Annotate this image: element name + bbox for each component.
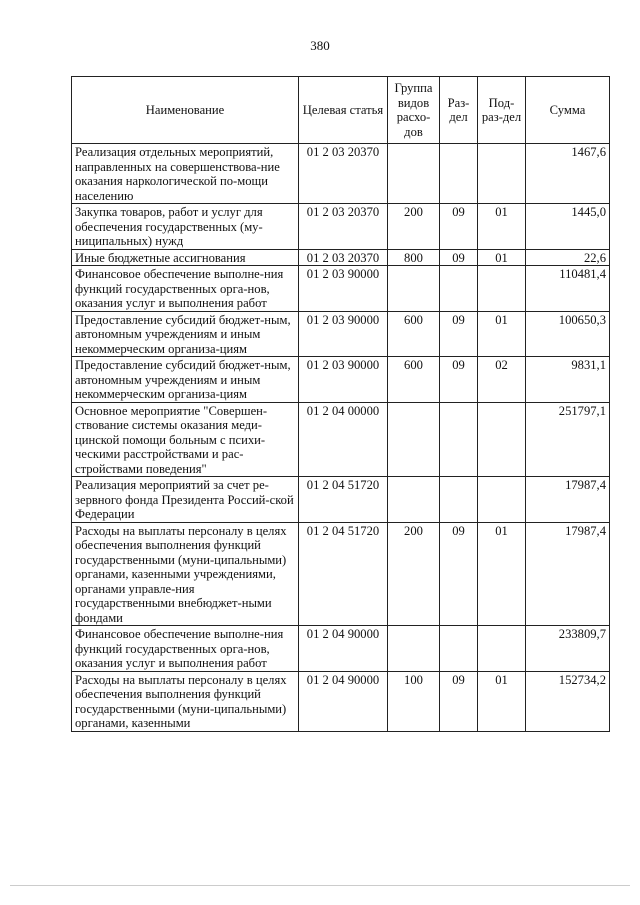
row-code: 01 2 03 20370 bbox=[299, 249, 388, 266]
row-sum: 9831,1 bbox=[526, 357, 610, 403]
row-name: Финансовое обеспечение выполне-ния функций государственных орга-нов, оказания услуг и выполнения работ bbox=[72, 626, 299, 672]
row-name: Расходы на выплаты персоналу в целях обеспечения выполнения функций государственными (муни-ципальными) органами, казенными bbox=[72, 671, 299, 731]
row-sum: 22,6 bbox=[526, 249, 610, 266]
row-section bbox=[440, 402, 478, 477]
row-section bbox=[440, 626, 478, 672]
row-sum: 233809,7 bbox=[526, 626, 610, 672]
row-group bbox=[388, 626, 440, 672]
row-name: Основное мероприятие "Совершен-ствование системы оказания меди-цинской помощи больным с психи-ческими расстройствами и рас-стройствами поведения" bbox=[72, 402, 299, 477]
row-code: 01 2 03 90000 bbox=[299, 357, 388, 403]
row-group bbox=[388, 477, 440, 523]
table-row bbox=[72, 671, 610, 731]
page-bottom-divider bbox=[10, 885, 630, 886]
row-sum: 1445,0 bbox=[526, 204, 610, 250]
header-name: Наименование bbox=[72, 77, 299, 144]
row-section bbox=[440, 266, 478, 312]
row-code: 01 2 03 20370 bbox=[299, 144, 388, 204]
row-subsection: 01 bbox=[478, 671, 526, 731]
row-sum: 110481,4 bbox=[526, 266, 610, 312]
row-section bbox=[440, 144, 478, 204]
row-group: 800 bbox=[388, 249, 440, 266]
row-subsection: 01 bbox=[478, 249, 526, 266]
row-subsection: 01 bbox=[478, 311, 526, 357]
row-name: Реализация мероприятий за счет ре-зервного фонда Президента Россий-ской Федерации bbox=[72, 477, 299, 523]
row-code: 01 2 04 51720 bbox=[299, 522, 388, 626]
row-code: 01 2 03 90000 bbox=[299, 266, 388, 312]
table-row bbox=[72, 626, 610, 672]
row-subsection bbox=[478, 402, 526, 477]
row-name: Расходы на выплаты персоналу в целях обеспечения выполнения функций государственными (муни-ципальными) органами, казенными учреждениями, органами управле-ния государственными внебюджет-ными фондами bbox=[72, 522, 299, 626]
row-section bbox=[440, 477, 478, 523]
row-section: 09 bbox=[440, 357, 478, 403]
table-row bbox=[72, 311, 610, 357]
row-subsection: 02 bbox=[478, 357, 526, 403]
row-code: 01 2 04 90000 bbox=[299, 626, 388, 672]
table-row bbox=[72, 144, 610, 204]
header-sum: Сумма bbox=[526, 77, 610, 144]
table-header-row bbox=[72, 77, 610, 144]
page-number: 380 bbox=[310, 38, 330, 53]
table-row bbox=[72, 402, 610, 477]
row-sum: 1467,6 bbox=[526, 144, 610, 204]
row-subsection bbox=[478, 626, 526, 672]
row-sum: 251797,1 bbox=[526, 402, 610, 477]
row-subsection bbox=[478, 477, 526, 523]
row-group: 600 bbox=[388, 311, 440, 357]
row-section: 09 bbox=[440, 522, 478, 626]
header-section: Раз-дел bbox=[440, 77, 478, 144]
row-subsection: 01 bbox=[478, 204, 526, 250]
row-name: Иные бюджетные ассигнования bbox=[72, 249, 299, 266]
table-row bbox=[72, 477, 610, 523]
row-code: 01 2 04 00000 bbox=[299, 402, 388, 477]
header-subsection: Под-раз-дел bbox=[478, 77, 526, 144]
row-sum: 17987,4 bbox=[526, 477, 610, 523]
table-row bbox=[72, 522, 610, 626]
table-row bbox=[72, 204, 610, 250]
row-name: Реализация отдельных мероприятий, направленных на совершенствова-ние оказания наркологической по-мощи населению bbox=[72, 144, 299, 204]
row-name: Финансовое обеспечение выполне-ния функций государственных орга-нов, оказания услуг и выполнения работ bbox=[72, 266, 299, 312]
table-row bbox=[72, 249, 610, 266]
row-section: 09 bbox=[440, 204, 478, 250]
row-sum: 152734,2 bbox=[526, 671, 610, 731]
row-code: 01 2 03 90000 bbox=[299, 311, 388, 357]
row-group: 200 bbox=[388, 522, 440, 626]
row-section: 09 bbox=[440, 671, 478, 731]
row-group: 100 bbox=[388, 671, 440, 731]
table-row bbox=[72, 266, 610, 312]
row-name: Закупка товаров, работ и услуг для обеспечения государственных (му-ниципальных) нужд bbox=[72, 204, 299, 250]
row-code: 01 2 04 51720 bbox=[299, 477, 388, 523]
row-code: 01 2 04 90000 bbox=[299, 671, 388, 731]
row-name: Предоставление субсидий бюджет-ным, автономным учреждениям и иным некоммерческим организа-циям bbox=[72, 311, 299, 357]
row-group bbox=[388, 144, 440, 204]
row-group bbox=[388, 402, 440, 477]
row-group bbox=[388, 266, 440, 312]
row-subsection bbox=[478, 144, 526, 204]
row-sum: 17987,4 bbox=[526, 522, 610, 626]
row-name: Предоставление субсидий бюджет-ным, автономным учреждениям и иным некоммерческим организа-циям bbox=[72, 357, 299, 403]
row-section: 09 bbox=[440, 249, 478, 266]
row-group: 200 bbox=[388, 204, 440, 250]
header-code: Целевая статья bbox=[299, 77, 388, 144]
row-group: 600 bbox=[388, 357, 440, 403]
row-code: 01 2 03 20370 bbox=[299, 204, 388, 250]
row-subsection bbox=[478, 266, 526, 312]
header-group: Группа видов расхо-дов bbox=[388, 77, 440, 144]
row-subsection: 01 bbox=[478, 522, 526, 626]
budget-table bbox=[71, 76, 610, 732]
row-sum: 100650,3 bbox=[526, 311, 610, 357]
table-row bbox=[72, 357, 610, 403]
row-section: 09 bbox=[440, 311, 478, 357]
